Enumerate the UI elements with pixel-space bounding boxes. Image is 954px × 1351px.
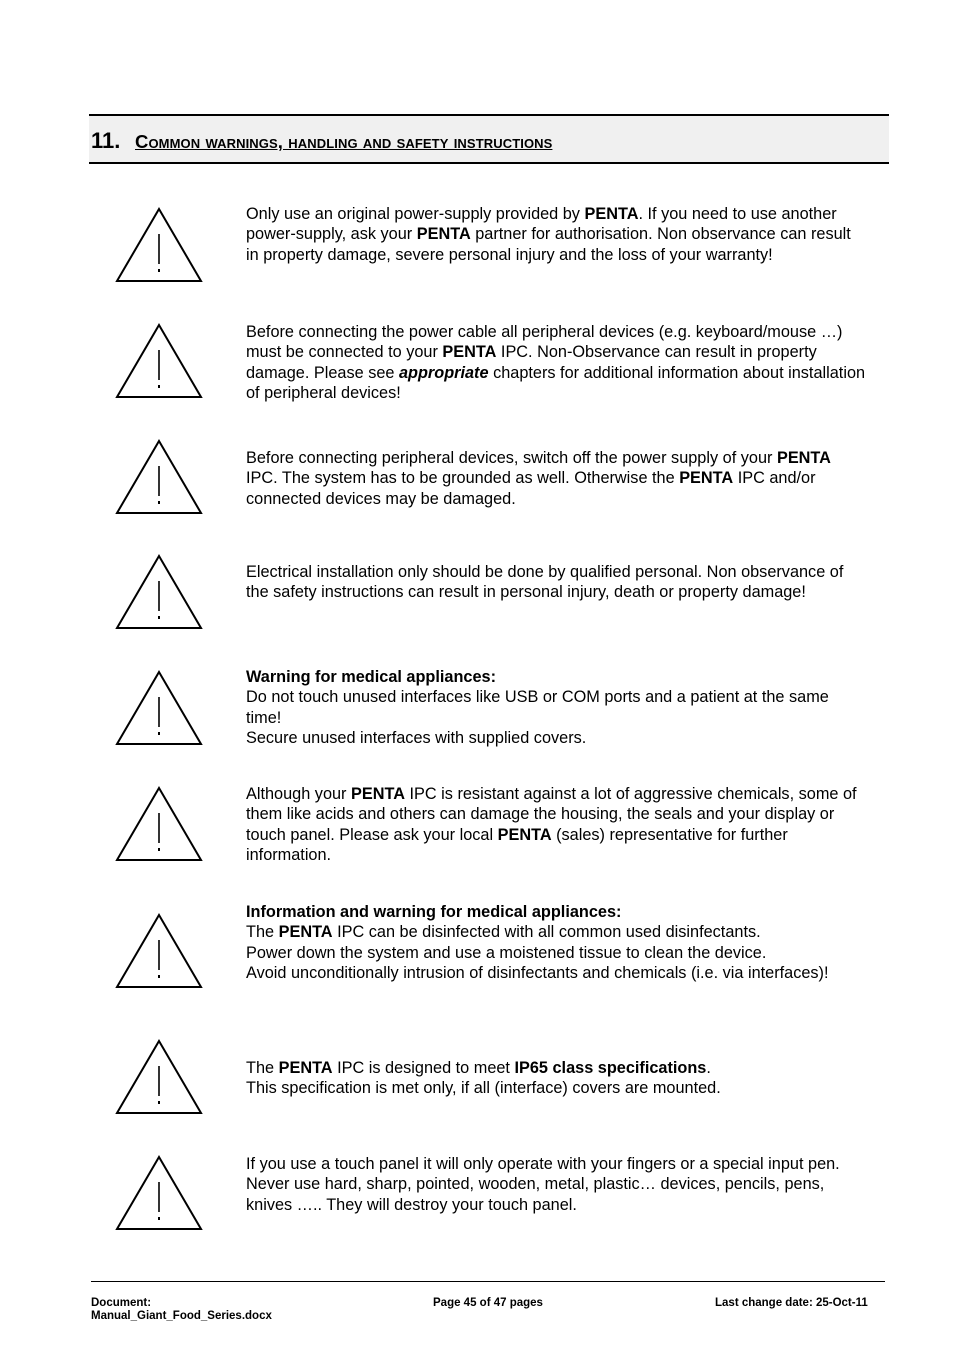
body-text: This specification is met only, if all (interface) covers are mounted. bbox=[246, 1079, 721, 1098]
emphasis-text: PENTA bbox=[416, 225, 471, 244]
emphasis-text: appropriate bbox=[398, 363, 489, 382]
body-text: If you use a touch panel it will only operate with your fingers or a special input pen. bbox=[246, 1155, 840, 1173]
body-text: IPC. Non-Observance can result in property damage. Please see bbox=[246, 343, 817, 382]
body-text: Before connecting peripheral devices, switch off the power supply of your bbox=[246, 449, 777, 467]
body-text: Never use hard, sharp, pointed, wooden, metal, plastic… devices, pencils, pens, knives ….. They will destroy your touch panel. bbox=[246, 1175, 825, 1214]
emphasis-text: PENTA bbox=[351, 785, 405, 803]
warning-paragraph bbox=[246, 322, 866, 403]
footer-last-change: Last change date: 25-Oct-11 bbox=[715, 1297, 868, 1309]
body-text: Although your bbox=[246, 785, 351, 803]
warning-triangle-icon bbox=[115, 439, 203, 515]
warning-paragraph bbox=[246, 1058, 866, 1078]
warning-paragraph bbox=[246, 728, 866, 748]
warning-text bbox=[246, 902, 866, 983]
warning-triangle-icon bbox=[115, 207, 203, 283]
warning-text bbox=[246, 784, 866, 865]
warning-paragraph bbox=[246, 963, 866, 983]
warning-paragraph bbox=[246, 204, 866, 265]
footer-document-name: Manual_Giant_Food_Series.docx bbox=[91, 1310, 272, 1322]
body-text: Avoid unconditionally intrusion of disinfectants and chemicals (i.e. via interfaces)! bbox=[246, 963, 829, 982]
body-text: partner for authorisation. Non observance can result in property damage, severe personal injury and the loss of your warranty! bbox=[246, 225, 851, 264]
body-text: IPC. The system has to be grounded as well. Otherwise the bbox=[246, 469, 680, 488]
footer-divider bbox=[91, 1281, 885, 1282]
warning-paragraph bbox=[246, 562, 866, 603]
body-text: Before connecting the power cable all peripheral devices (e.g. keyboard/mouse …) must be connected to your bbox=[246, 323, 843, 362]
warning-triangle-icon bbox=[115, 670, 203, 746]
warning-paragraph bbox=[246, 667, 866, 687]
body-text: The bbox=[246, 1059, 279, 1077]
emphasis-text: Information and warning for medical appliances: bbox=[246, 903, 622, 921]
section-number: 11. bbox=[91, 128, 121, 153]
warning-triangle-icon bbox=[115, 554, 203, 630]
warning-text bbox=[246, 1154, 866, 1215]
emphasis-text: PENTA bbox=[278, 1059, 333, 1077]
warning-paragraph bbox=[246, 687, 866, 728]
body-text: (sales) representative for further information. bbox=[246, 825, 788, 864]
footer-document-label: Document: bbox=[91, 1297, 152, 1309]
body-text: chapters for additional information about installation of peripheral devices! bbox=[246, 363, 866, 402]
warning-text bbox=[246, 562, 866, 603]
emphasis-text: PENTA bbox=[497, 825, 552, 844]
body-text: Only use an original power-supply provided by bbox=[246, 205, 585, 223]
emphasis-text: PENTA bbox=[442, 343, 497, 362]
section-heading bbox=[89, 114, 889, 164]
warning-triangle-icon bbox=[115, 1039, 203, 1115]
warning-text bbox=[246, 204, 866, 265]
body-text: Power down the system and use a moistened tissue to clean the device. bbox=[246, 943, 767, 962]
warning-text bbox=[246, 667, 866, 748]
section-title: Common warnings, handling and safety instructions bbox=[135, 131, 553, 152]
emphasis-text: IP65 class specifications bbox=[514, 1059, 707, 1077]
body-text: . If you need to use another power-supply, ask your bbox=[246, 205, 837, 244]
body-text: Do not touch unused interfaces like USB or COM ports and a patient at the same time! bbox=[246, 688, 829, 727]
warning-text bbox=[246, 1058, 866, 1099]
body-text: IPC and/or connected devices may be damaged. bbox=[246, 469, 816, 508]
warning-paragraph bbox=[246, 1078, 866, 1098]
warning-paragraph bbox=[246, 448, 866, 509]
warning-text bbox=[246, 448, 866, 509]
footer-document bbox=[91, 1297, 272, 1323]
footer-page-info: Page 45 of 47 pages bbox=[433, 1297, 543, 1309]
emphasis-text: PENTA bbox=[776, 449, 831, 467]
warning-paragraph bbox=[246, 943, 866, 963]
emphasis-text: Warning for medical appliances: bbox=[246, 668, 496, 686]
warning-paragraph bbox=[246, 1174, 866, 1215]
warning-paragraph bbox=[246, 902, 866, 922]
body-text: Secure unused interfaces with supplied covers. bbox=[246, 728, 587, 747]
body-text: IPC is designed to meet bbox=[332, 1059, 515, 1077]
warning-text bbox=[246, 322, 866, 403]
warning-paragraph bbox=[246, 1154, 866, 1174]
emphasis-text: PENTA bbox=[278, 923, 333, 942]
warning-paragraph bbox=[246, 784, 866, 865]
emphasis-text: PENTA bbox=[584, 205, 639, 223]
warning-triangle-icon bbox=[115, 786, 203, 862]
warning-triangle-icon bbox=[115, 913, 203, 989]
body-text: . bbox=[706, 1059, 711, 1077]
warning-triangle-icon bbox=[115, 1155, 203, 1231]
body-text: IPC can be disinfected with all common used disinfectants. bbox=[332, 923, 761, 942]
body-text: IPC is resistant against a lot of aggressive chemicals, some of them like acids and others can damage the housing, the seals and your display or touch panel. Please ask your local bbox=[246, 785, 857, 844]
emphasis-text: PENTA bbox=[679, 469, 734, 488]
body-text: The bbox=[246, 923, 279, 942]
warning-triangle-icon bbox=[115, 323, 203, 399]
body-text: Electrical installation only should be done by qualified personal. Non observance of the safety instructions can result in personal injury, death or property damage! bbox=[246, 563, 844, 602]
warning-paragraph bbox=[246, 922, 866, 942]
